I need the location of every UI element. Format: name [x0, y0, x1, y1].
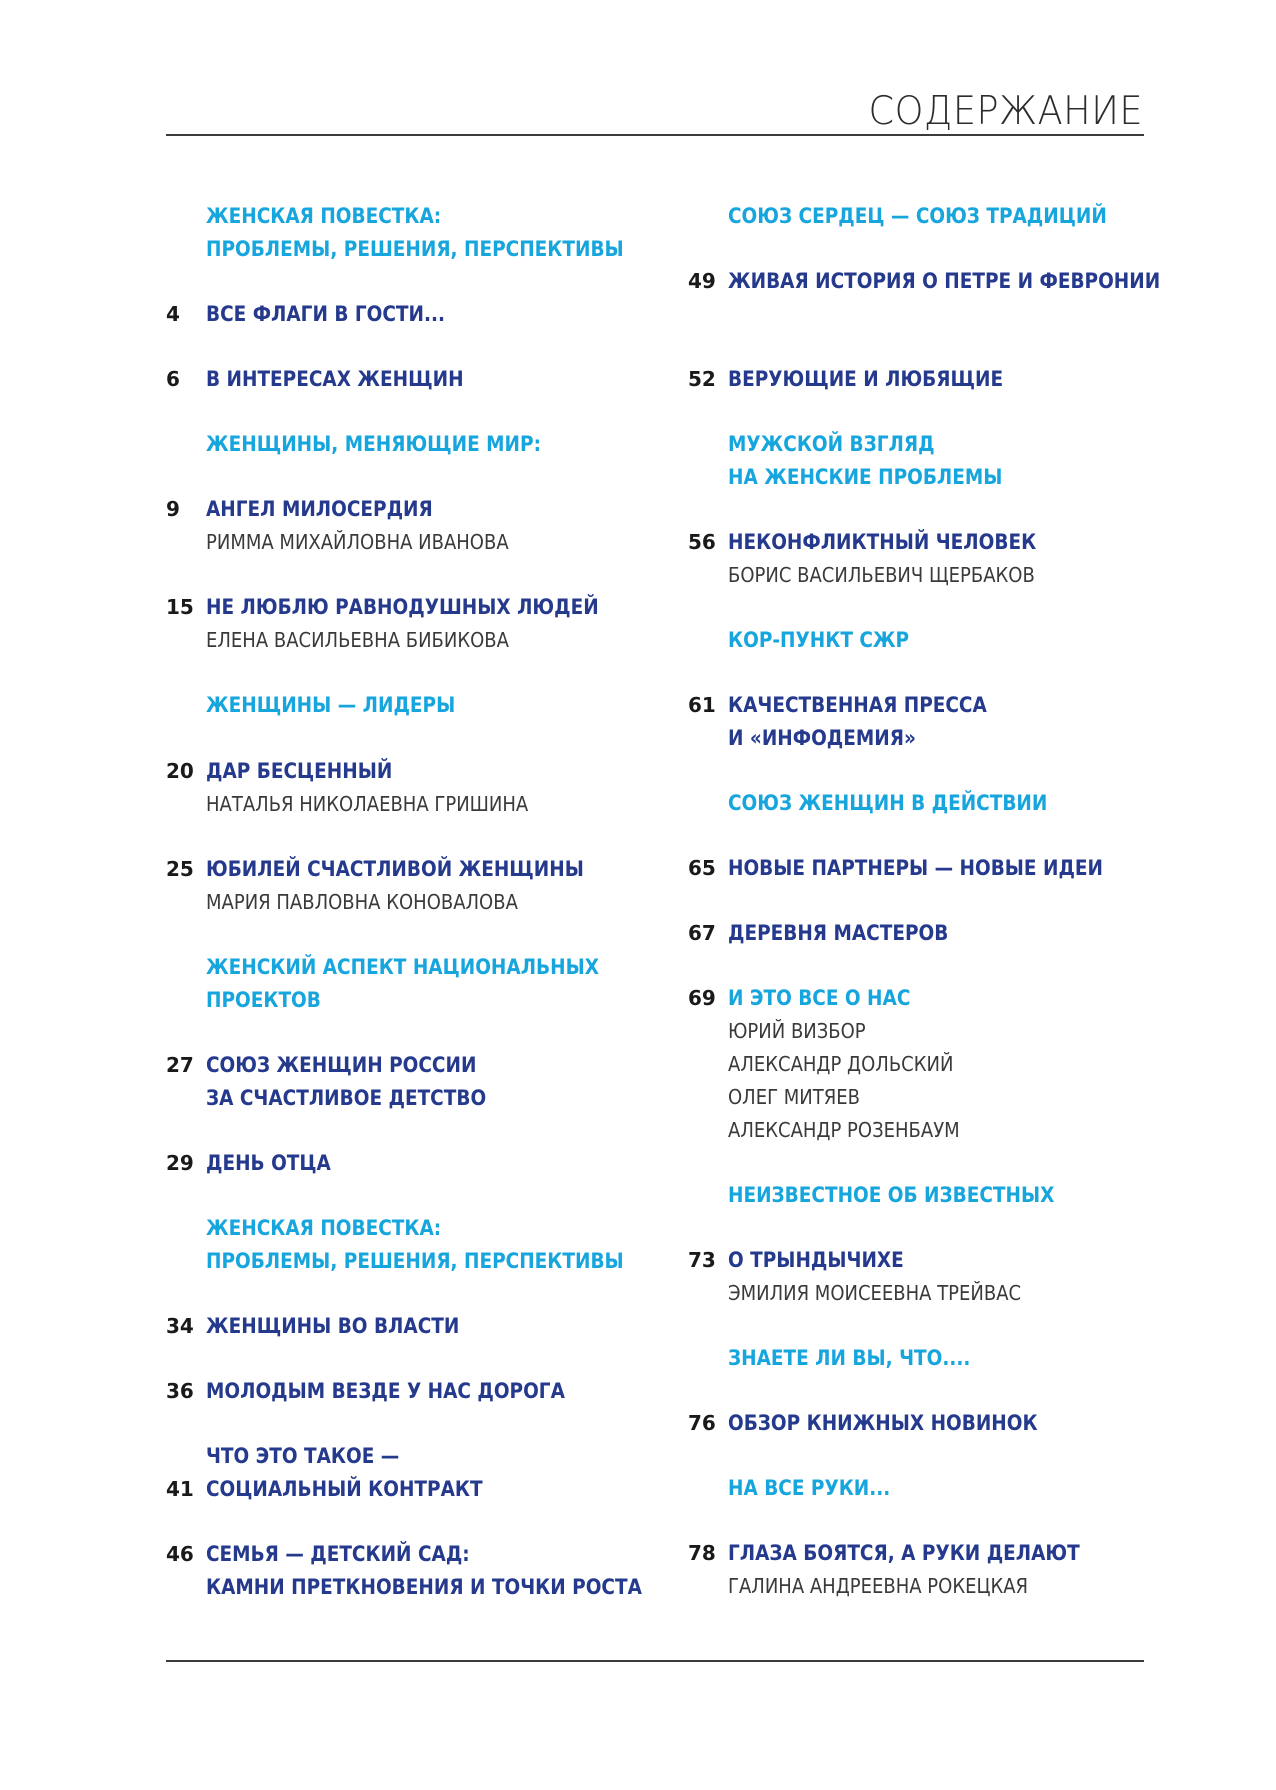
page-number: 29: [166, 1151, 194, 1175]
header-divider: [166, 134, 1144, 136]
section-heading: ЗНАЕТЕ ЛИ ВЫ, ЧТО....: [728, 1346, 971, 1370]
page-number: 25: [166, 857, 194, 881]
page-number: 27: [166, 1053, 194, 1077]
article-title: ОБЗОР КНИЖНЫХ НОВИНОК: [728, 1411, 1038, 1435]
section-heading: И ЭТО ВСЕ О НАС: [728, 986, 911, 1010]
page-number: 61: [688, 693, 716, 717]
author-name: АЛЕКСАНДР РОЗЕНБАУМ: [728, 1118, 960, 1142]
author-name: ЕЛЕНА ВАСИЛЬЕВНА БИБИКОВА: [206, 628, 509, 652]
article-title: СОЦИАЛЬНЫЙ КОНТРАКТ: [206, 1477, 483, 1501]
section-heading: ЖЕНСКАЯ ПОВЕСТКА:: [206, 1216, 442, 1240]
article-title: ДАР БЕСЦЕННЫЙ: [206, 759, 393, 783]
article-title: АНГЕЛ МИЛОСЕРДИЯ: [206, 497, 433, 521]
page-number: 20: [166, 759, 194, 783]
page-number: 76: [688, 1411, 716, 1435]
article-title: ВСЕ ФЛАГИ В ГОСТИ...: [206, 302, 446, 326]
page-number: 34: [166, 1314, 194, 1338]
page-number: 69: [688, 986, 716, 1010]
article-title: В ИНТЕРЕСАХ ЖЕНЩИН: [206, 367, 464, 391]
page-number: 73: [688, 1248, 716, 1272]
page-number: 41: [166, 1477, 194, 1501]
article-title: ЖИВАЯ ИСТОРИЯ О ПЕТРЕ И ФЕВРОНИИ: [728, 269, 1161, 293]
page-number: 4: [166, 302, 180, 326]
article-title: СОЮЗ ЖЕНЩИН РОССИИ: [206, 1053, 477, 1077]
page-number: 52: [688, 367, 716, 391]
article-title: ГЛАЗА БОЯТСЯ, А РУКИ ДЕЛАЮТ: [728, 1541, 1080, 1565]
section-heading: ПРОЕКТОВ: [206, 988, 321, 1012]
page-number: 15: [166, 595, 194, 619]
page-number: 46: [166, 1542, 194, 1566]
section-heading: ЖЕНЩИНЫ — ЛИДЕРЫ: [206, 693, 456, 717]
section-heading: КОР-ПУНКТ СЖР: [728, 628, 910, 652]
section-heading: ПРОБЛЕМЫ, РЕШЕНИЯ, ПЕРСПЕКТИВЫ: [206, 1249, 624, 1273]
section-heading: СОЮЗ ЖЕНЩИН В ДЕЙСТВИИ: [728, 791, 1048, 815]
section-heading: ПРОБЛЕМЫ, РЕШЕНИЯ, ПЕРСПЕКТИВЫ: [206, 237, 624, 261]
page-number: 9: [166, 497, 180, 521]
article-title: НЕ ЛЮБЛЮ РАВНОДУШНЫХ ЛЮДЕЙ: [206, 595, 599, 619]
page-number: 36: [166, 1379, 194, 1403]
page-number: 49: [688, 269, 716, 293]
section-heading: ЖЕНЩИНЫ, МЕНЯЮЩИЕ МИР:: [206, 432, 541, 456]
page-title: СОДЕРЖАНИЕ: [868, 89, 1143, 134]
article-title: ДЕРЕВНЯ МАСТЕРОВ: [728, 921, 949, 945]
article-title: ДЕНЬ ОТЦА: [206, 1151, 331, 1175]
article-title: ЗА СЧАСТЛИВОЕ ДЕТСТВО: [206, 1086, 487, 1110]
author-name: ЮРИЙ ВИЗБОР: [728, 1019, 866, 1043]
article-title: ВЕРУЮЩИЕ И ЛЮБЯЩИЕ: [728, 367, 1004, 391]
author-name: ОЛЕГ МИТЯЕВ: [728, 1085, 861, 1109]
article-title: О ТРЫНДЫЧИХЕ: [728, 1248, 904, 1272]
article-title: НЕКОНФЛИКТНЫЙ ЧЕЛОВЕК: [728, 530, 1037, 554]
author-name: РИММА МИХАЙЛОВНА ИВАНОВА: [206, 530, 509, 554]
article-title: МОЛОДЫМ ВЕЗДЕ У НАС ДОРОГА: [206, 1379, 565, 1403]
author-name: БОРИС ВАСИЛЬЕВИЧ ЩЕРБАКОВ: [728, 563, 1035, 587]
article-title: КАЧЕСТВЕННАЯ ПРЕССА: [728, 693, 987, 717]
article-title: ЖЕНЩИНЫ ВО ВЛАСТИ: [206, 1314, 460, 1338]
footer-divider: [166, 1660, 1144, 1662]
author-name: ГАЛИНА АНДРЕЕВНА РОКЕЦКАЯ: [728, 1574, 1029, 1598]
section-heading: НА ЖЕНСКИЕ ПРОБЛЕМЫ: [728, 465, 1003, 489]
article-title: КАМНИ ПРЕТКНОВЕНИЯ И ТОЧКИ РОСТА: [206, 1575, 642, 1599]
page-number: 65: [688, 856, 716, 880]
section-heading: ЖЕНСКИЙ АСПЕКТ НАЦИОНАЛЬНЫХ: [206, 955, 600, 979]
article-title: ЮБИЛЕЙ СЧАСТЛИВОЙ ЖЕНЩИНЫ: [206, 857, 584, 881]
page-number: 67: [688, 921, 716, 945]
author-name: ЭМИЛИЯ МОИСЕЕВНА ТРЕЙВАС: [728, 1281, 1022, 1305]
section-heading: МУЖСКОЙ ВЗГЛЯД: [728, 432, 935, 456]
page-number: 78: [688, 1541, 716, 1565]
section-heading: СОЮЗ СЕРДЕЦ — СОЮЗ ТРАДИЦИЙ: [728, 204, 1107, 228]
section-heading: ЖЕНСКАЯ ПОВЕСТКА:: [206, 204, 442, 228]
article-title: НОВЫЕ ПАРТНЕРЫ — НОВЫЕ ИДЕИ: [728, 856, 1104, 880]
author-name: МАРИЯ ПАВЛОВНА КОНОВАЛОВА: [206, 890, 518, 914]
article-title: СЕМЬЯ — ДЕТСКИЙ САД:: [206, 1542, 470, 1566]
author-name: НАТАЛЬЯ НИКОЛАЕВНА ГРИШИНА: [206, 792, 529, 816]
section-heading: НЕИЗВЕСТНОЕ ОБ ИЗВЕСТНЫХ: [728, 1183, 1055, 1207]
page-number: 6: [166, 367, 180, 391]
article-title: ЧТО ЭТО ТАКОЕ —: [206, 1444, 400, 1468]
section-heading: НА ВСЕ РУКИ...: [728, 1476, 891, 1500]
page-number: 56: [688, 530, 716, 554]
author-name: АЛЕКСАНДР ДОЛЬСКИЙ: [728, 1052, 954, 1076]
article-title: И «ИНФОДЕМИЯ»: [728, 726, 916, 750]
